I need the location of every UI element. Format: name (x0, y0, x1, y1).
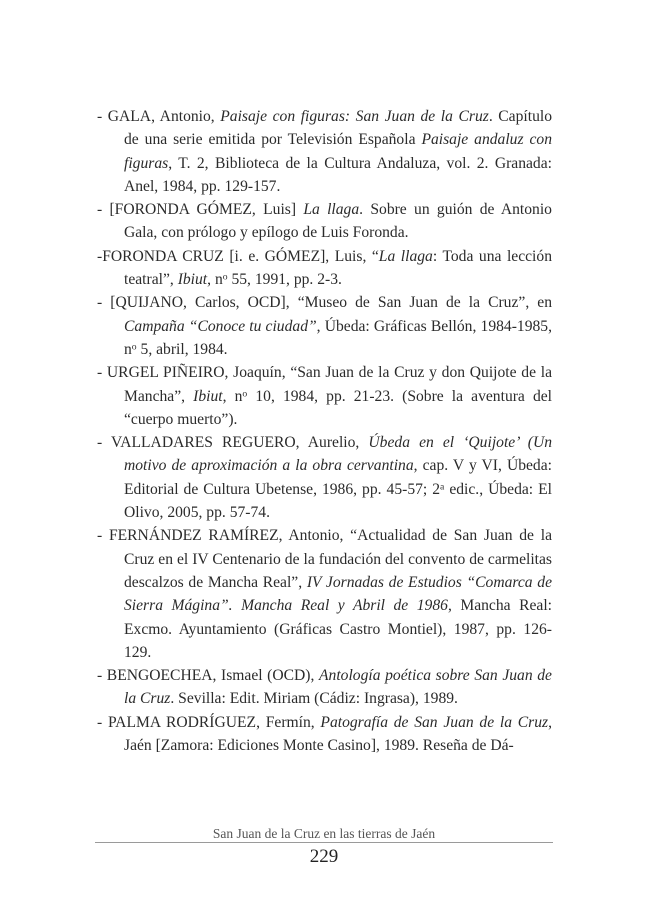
bibliography-entry: - GALA, Antonio, Paisaje con figuras: San Juan de la Cruz. Capítulo de una serie emitida por Televisión Española Paisaje andaluz con figuras, T. 2, Biblioteca de la Cultura Andaluza, vol. 2. Granada: Anel, 1984, pp. 129-157. (97, 108, 552, 195)
bibliography-entry: -FORONDA CRUZ [i. e. GÓMEZ], Luis, “La llaga: Toda una lección teatral”, Ibiut, $n^o$ 55, 1991, pp. 2-3. (97, 247, 552, 289)
italic-title: La llaga (378, 247, 433, 265)
italic-title: Paisaje con figuras: San Juan de la Cruz (220, 108, 489, 125)
italic-title: Campaña “Conoce tu ciudad” (124, 317, 317, 335)
bibliography-list (97, 105, 552, 757)
bibliography-entry: - FERNÁNDEZ RAMÍREZ, Antonio, “Actualidad de San Juan de la Cruz en el IV Centenario de la fundación del convento de carmelitas descalzos de Mancha Real”, IV Jornadas de Estudios “Comarca de Sierra Mágina”. Mancha Real y Abril de 1986, Mancha Real: Excmo. Ayuntamiento (Gráficas Castro Montiel), 1987, pp. 126-129. (97, 527, 552, 661)
italic-title: La llaga (303, 201, 360, 219)
ordinal-superscript: o (242, 388, 248, 400)
bibliography-entry: - URGEL PIÑEIRO, Joaquín, “San Juan de la Cruz y don Quijote de la Mancha”, Ibiut, $n^o$ 10, 1984, pp. 21-23. (Sobre la aventura del “cuerpo muerto”). (97, 364, 553, 428)
italic-title: Antología poética sobre San Juan de la Cruz (124, 667, 552, 708)
italic-title: IV Jornadas de Estudios “Comarca de Sierra Mágina”. Mancha Real y Abril de 1986 (124, 573, 552, 615)
italic-title: Paisaje andaluz con figuras (124, 131, 552, 172)
italic-title: Patografía de San Juan de la Cruz (320, 713, 549, 731)
italic-title: Ibiut (193, 387, 223, 405)
page-number: 229 (309, 846, 339, 867)
italic-title: Ibiut (177, 271, 208, 289)
italic-title: Úbeda en el ‘Quijote’ (Un motivo de aproximación a la obra cervantina (124, 434, 552, 475)
bibliography-entry: - [FORONDA GÓMEZ, Luis] La llaga. Sobre un guión de Antonio Gala, con prólogo y epílogo de Luis Foronda. (97, 201, 552, 242)
bibliography-entry: - VALLADARES REGUERO, Aurelio, Úbeda en el ‘Quijote’ (Un motivo de aproximación a la obra cervantina, cap. V y VI, Úbeda: Editorial de Cultura Ubetense, 1986, pp. 45-57; 2$^a$ edic., Úbeda: El Olivo, 2005, pp. 57-74. (97, 434, 552, 522)
bibliography-entry: - PALMA RODRÍGUEZ, Fermín, Patografía de San Juan de la Cruz, Jaén [Zamora: Ediciones Monte Casino], 1989. Reseña de Dá- (97, 713, 552, 755)
bibliography-entry: - [QUIJANO, Carlos, OCD], “Museo de San Juan de la Cruz”, en Campaña “Conoce tu ciudad”, Úbeda: Gráficas Bellón, 1984-1985, $n^o$ 5, abril, 1984. (97, 294, 552, 358)
running-footer-title: San Juan de la Cruz en las tierras de Jaén (212, 826, 436, 841)
footer-divider (95, 842, 553, 843)
bibliography-entry: - BENGOECHEA, Ismael (OCD), Antología poética sobre San Juan de la Cruz. Sevilla: Edit. Miriam (Cádiz: Ingrasa), 1989. (97, 667, 552, 708)
ordinal-superscript: o (131, 341, 137, 353)
ordinal-superscript: o (222, 271, 228, 283)
ordinal-superscript: a (440, 481, 445, 493)
